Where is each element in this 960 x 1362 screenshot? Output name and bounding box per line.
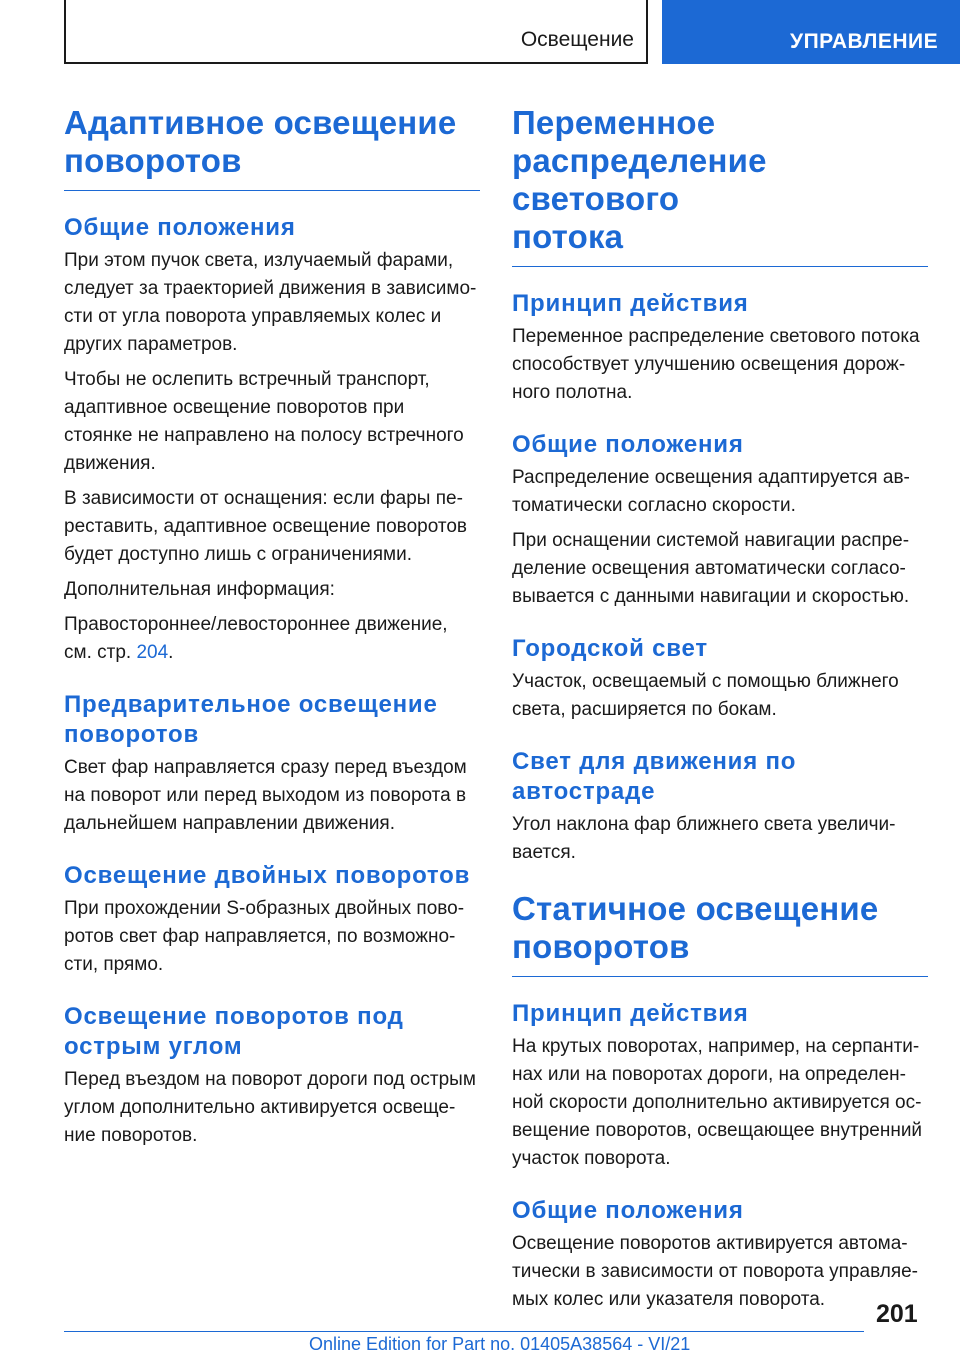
right-secondary-title: Статичное освещение поворотов (512, 890, 879, 965)
paragraph: При оснащении системой навигации распре- деление освещения автоматически согласо- вывается с данными навигации и скоростью. (512, 530, 910, 607)
paragraph: Переменное распределение светового потока способствует улучшению освещения дорож- ного полотна. (512, 326, 920, 403)
paragraph: Свет фар направляется сразу перед въездом на поворот или перед выходом из поворота в дальнейшем направлении движения. (64, 757, 467, 834)
title-rule (512, 266, 928, 267)
paragraph: В зависимости от оснащения: если фары пе- реставить, адаптивное освещение поворотов будет доступно лишь с ограничениями. (64, 488, 467, 565)
footer-rule (64, 1331, 864, 1332)
paragraph: Освещение поворотов активируется автома- тически в зависимости от поворота управляе- мых колес или указателя поворота. (512, 1233, 919, 1310)
title-rule (512, 976, 928, 977)
left-main-title: Адаптивное освещение поворотов (64, 104, 457, 179)
right-main-title: Переменное распределение светового потока (512, 104, 767, 255)
footer-edition-text: Online Edition for Part no. 01405A38564 - VI/21 (309, 1334, 691, 1354)
heading-general-1: Общие положения (64, 214, 296, 241)
paragraph-with-link: Правостороннее/левостороннее движение, см. стр. 204. (64, 614, 448, 663)
heading-double-turns: Освещение двойных поворотов (64, 862, 471, 889)
left-column (64, 104, 480, 1157)
paragraph: Угол наклона фар ближнего света увеличи- вается. (512, 814, 896, 863)
paragraph: Участок, освещаемый с помощью ближнего света, расширяется по бокам. (512, 671, 899, 720)
header-chapter-title: УПРАВЛЕНИЕ (790, 30, 939, 53)
heading-principle-2: Принцип действия (512, 1000, 749, 1027)
paragraph: На крутых поворотах, например, на серпанти- нах или на поворотах дороги, на определен- ной скорости дополнительно активируется ос- вещение поворотов, освещающее внутренний участок поворота. (512, 1036, 923, 1169)
heading-general-2: Общие положения (512, 431, 744, 458)
heading-highway-light: Свет для движения по автостраде (512, 748, 797, 805)
heading-city-light: Городской свет (512, 635, 708, 662)
paragraph: При прохождении S-образных двойных пово- ротов свет фар направляется, по возможно- сти, прямо. (64, 898, 465, 975)
paragraph: При этом пучок света, излучаемый фарами, следует за траекторией движения в зависимо- сти от угла поворота управляемых колес и других параметров. (64, 250, 477, 355)
paragraph: Перед въездом на поворот дороги под острым углом дополнительно активируется освеще- ние поворотов. (64, 1069, 476, 1146)
page-reference-link[interactable]: 204 (136, 642, 169, 663)
heading-sharp-angle: Освещение поворотов под острым углом (64, 1003, 404, 1060)
paragraph: Распределение освещения адаптируется ав- томатически согласно скорости. (512, 467, 910, 516)
heading-principle-1: Принцип действия (512, 290, 749, 317)
title-rule (64, 190, 480, 191)
heading-general-3: Общие положения (512, 1197, 744, 1224)
paragraph: Дополнительная информация: (64, 579, 335, 600)
header-chapter-tab[interactable] (662, 0, 960, 64)
header-section-box (64, 0, 648, 64)
paragraph: Чтобы не ослепить встречный транспорт, адаптивное освещение поворотов при стоянке не направлено на полосу встречного движения. (64, 369, 464, 474)
header-section-title: Освещение (520, 28, 634, 51)
right-column (512, 104, 928, 1321)
heading-pre-cornering: Предварительное освещение поворотов (64, 691, 438, 748)
page-number: 201 (876, 1300, 918, 1328)
